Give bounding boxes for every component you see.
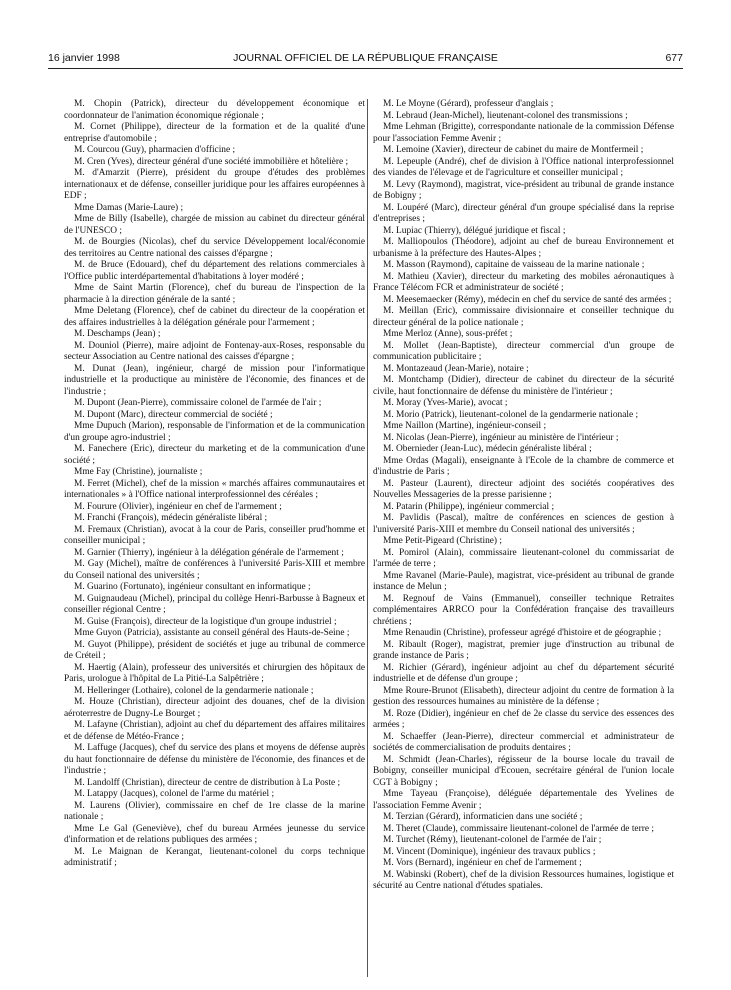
appointee-entry: Mme Roure-Brunot (Elisabeth), directeur adjoint du centre de formation à la gestion des ressources humaines au ministère de la défense ;	[373, 685, 674, 707]
appointee-entry: Mme Merloz (Anne), sous-préfet ;	[383, 329, 513, 339]
appointee-entry: M. Haertig (Alain), professeur des universités et chirurgien des hôpitaux de Paris, urologue à l'hôpital de La Pitié-La Salpêtrière ;	[64, 662, 365, 684]
appointee-entry: M. Guyot (Philippe), président de sociétés et juge au tribunal de commerce de Créteil ;	[64, 639, 365, 661]
appointee-entry: M. d'Amarzit (Pierre), président du groupe d'études des problèmes internationaux et de défense, conseiller juridique pour les affaires européennes à EDF ;	[64, 168, 366, 201]
appointee-entry: M. Pavlidis (Pascal), maître de conférences en sciences de gestion à l'université Paris-XIII et membre du Conseil national des universités ;	[373, 513, 674, 535]
appointee-entry: Mme Ordas (Magali), enseignante à l'Ecole de la chambre de commerce et d'industrie de Paris ;	[373, 455, 674, 477]
appointee-entry: M. Theret (Claude), commissaire lieutenant-colonel de l'armée de terre ;	[383, 823, 654, 834]
appointee-entry: M. Ribault (Roger), magistrat, premier juge d'instruction au tribunal de grande instance de Paris ;	[373, 639, 674, 661]
journal-title: JOURNAL OFFICIEL DE LA RÉPUBLIQUE FRANÇAISE	[233, 52, 498, 64]
appointee-entry: M. de Bourgies (Nicolas), chef du service Développement local/économie des territoires au Centre national des caisses d'épargne ;	[64, 237, 365, 259]
header-date: 16 janvier 1998	[48, 52, 120, 64]
appointee-entry: M. Laurens (Olivier), commissaire en chef de 1re classe de la marine nationale ;	[64, 800, 365, 822]
appointee-entry: M. Dupont (Marc), directeur commercial de société ;	[74, 409, 273, 420]
appointee-entry: Mme Dupuch (Marion), responsable de l'information et de la communication d'un groupe agro-industriel ;	[64, 421, 365, 443]
appointee-entry: Mme Ravanel (Marie-Paule), magistrat, vice-président au tribunal de grande instance de Melun ;	[373, 570, 674, 592]
appointee-entry: M. Garnier (Thierry), ingénieur à la délégation générale de l'armement ;	[74, 547, 344, 558]
appointee-entry: Mme Lehman (Brigitte), correspondante nationale de la commission Défense pour l'association Femme Avenir ;	[373, 122, 674, 144]
page-number: 677	[665, 52, 683, 64]
appointee-entry: M. Loupéré (Marc), directeur général d'un groupe spécialisé dans la reprise d'entreprises ;	[373, 202, 674, 224]
appointee-entry: M. Guarino (Fortunato), ingénieur consultant en informatique ;	[74, 582, 311, 592]
appointee-entry: M. Chopin (Patrick), directeur du développement économique et coordonnateur de l'animation économique régionale ;	[64, 99, 365, 121]
appointee-entry: M. Lupiac (Thierry), délégué juridique et fiscal ;	[383, 225, 566, 236]
appointee-entry: M. Masson (Raymond), capitaine de vaisseau de la marine nationale ;	[383, 260, 645, 270]
appointee-entry: M. Lafayne (Christian), adjoint au chef du département des affaires militaires et de défense de Météo-France ;	[64, 720, 365, 742]
appointee-entry: M. Schmidt (Jean-Charles), régisseur de la bourse locale du travail de Bobigny, conseiller municipal d'Ecouen, secrétaire général de l'union locale CGT à Bobigny ;	[373, 754, 674, 788]
header-rule	[48, 68, 683, 69]
appointee-entry: M. Vincent (Dominique), ingénieur des travaux publics ;	[383, 846, 596, 857]
appointee-entry: M. Malliopoulos (Théodore), adjoint au chef de bureau Environnement et urbanisme à la préfecture des Hautes-Alpes ;	[373, 237, 674, 259]
appointee-entry: M. Moray (Yves-Marie), avocat ;	[383, 398, 508, 408]
appointee-entry: M. Le Moyne (Gérard), professeur d'anglais ;	[383, 99, 554, 109]
appointee-entry: Mme Deletang (Florence), chef de cabinet du directeur de la coopération et des affaires industrielles à la délégation générale pour l'armement ;	[64, 306, 365, 328]
appointee-entry: Mme Damas (Marie-Laure) ;	[74, 202, 184, 213]
appointee-entry: Mme Fay (Christine), journaliste ;	[74, 467, 203, 477]
appointee-entry: M. Patarin (Philippe), ingénieur commercial ;	[383, 501, 555, 512]
appointee-entry: M. Wabinski (Robert), chef de la division Ressources humaines, logistique et sécurité au Centre national d'études spatiales.	[373, 869, 674, 891]
appointee-entry: M. Douniol (Pierre), maire adjoint de Fontenay-aux-Roses, responsable du secteur Association au Centre national des caisses d'épargne ;	[64, 340, 365, 362]
appointee-entry: M. Lebraud (Jean-Michel), lieutenant-colonel des transmissions ;	[383, 110, 628, 121]
appointee-entry: M. Le Maignan de Kerangat, lieutenant-colonel du corps technique administratif ;	[64, 846, 365, 868]
appointee-entry: M. Montazeaud (Jean-Marie), notaire ;	[383, 363, 529, 374]
appointee-entry: Mme Guyon (Patricia), assistante au conseil général des Hauts-de-Seine ;	[74, 628, 350, 638]
appointee-entry: M. Lemoine (Xavier), directeur de cabinet du maire de Montfermeil ;	[383, 145, 644, 155]
appointee-entry: Mme de Saint Martin (Florence), chef du bureau de l'inspection de la pharmacie à la direction générale de la santé ;	[64, 283, 365, 305]
appointee-entry: M. Latappy (Jacques), colonel de l'arme du matériel ;	[74, 789, 275, 799]
appointee-entry: M. Landolff (Christian), directeur de centre de distribution à La Poste ;	[74, 777, 341, 788]
appointee-entry: M. Dunat (Jean), ingénieur, chargé de mission pour l'informatique industrielle et la productique au ministère de l'économie, des finances et de l'industrie ;	[64, 363, 365, 397]
appointee-entry: M. Richier (Gérard), ingénieur adjoint au chef du département sécurité industrielle et de défense d'un groupe ;	[373, 662, 674, 684]
appointee-entry: M. Helleringer (Lothaire), colonel de la gendarmerie nationale ;	[74, 685, 314, 696]
appointee-entry: M. Courcou (Guy), pharmacien d'officine ;	[74, 145, 236, 155]
appointee-entry: Mme Petit-Pigeard (Christine) ;	[383, 536, 502, 546]
appointee-entry: M. Fremaux (Christian), avocat à la cour de Paris, conseiller prud'homme et conseiller municipal ;	[64, 524, 365, 546]
appointee-entry: M. Dupont (Jean-Pierre), commissaire colonel de l'armée de l'air ;	[74, 398, 322, 408]
appointee-entry: M. Laffuge (Jacques), chef du service des plans et moyens de défense auprès du haut fonctionnaire de défense du ministère de l'économie, des finances et de l'industrie ;	[64, 743, 365, 776]
right-column	[373, 99, 674, 893]
appointee-entry: Mme Renaudin (Christine), professeur agrégé d'histoire et de géographie ;	[383, 628, 662, 638]
appointee-entry: M. Morio (Patrick), lieutenant-colonel de la gendarmerie nationale ;	[383, 409, 639, 420]
appointee-entry: Mme Naillon (Martine), ingénieur-conseil ;	[383, 421, 547, 431]
appointee-entry: M. Nicolas (Jean-Pierre), ingénieur au ministère de l'intérieur ;	[383, 432, 619, 443]
appointee-entry: Mme de Billy (Isabelle), chargée de mission au cabinet du directeur général de l'UNESCO ;	[64, 214, 365, 236]
appointee-entry: M. Mollet (Jean-Baptiste), directeur commercial d'un groupe de communication publicitaire ;	[373, 340, 674, 362]
appointee-entry: M. Pomirol (Alain), commissaire lieutenant-colonel du commissariat de l'armée de terre ;	[373, 547, 674, 569]
appointee-entry: M. Vors (Bernard), ingénieur en chef de l'armement ;	[383, 858, 582, 868]
appointee-entry: M. Pasteur (Laurent), directeur adjoint des sociétés coopératives des Nouvelles Messageries de la presse parisienne ;	[373, 478, 674, 500]
appointee-entry: M. Regnouf de Vains (Emmanuel), conseiller technique Retraites complémentaires ARRCO pour la Confédération française des travailleurs chrétiens ;	[373, 593, 674, 627]
appointee-entry: M. Franchi (François), médecin généraliste libéral ;	[74, 513, 268, 523]
appointee-entry: M. Gay (Michel), maître de conférences à l'université Paris-XIII et membre du Conseil national des universités ;	[64, 559, 365, 581]
appointee-entry: M. de Bruce (Edouard), chef du département des relations commerciales à l'Office public interdépartemental d'habitations à loyer modéré ;	[64, 260, 365, 282]
appointee-entry: M. Meesemaecker (Rémy), médecin en chef du service de santé des armées ;	[383, 294, 672, 305]
appointee-entry: M. Schaeffer (Jean-Pierre), directeur commercial et administrateur de sociétés de commercialisation de produits dentaires ;	[373, 731, 674, 753]
appointee-entry: M. Fourure (Olivier), ingénieur en chef de l'armement ;	[74, 501, 282, 512]
appointee-entry: M. Levy (Raymond), magistrat, vice-président au tribunal de grande instance de Bobigny ;	[373, 179, 674, 201]
appointee-entry: M. Terzian (Gérard), informaticien dans une société ;	[383, 812, 583, 822]
appointee-entry: M. Montchamp (Didier), directeur de cabinet du directeur de la sécurité civile, haut fonctionnaire de défense du ministère de l'intérieur ;	[373, 375, 674, 397]
column-divider	[367, 99, 368, 977]
page-header	[48, 50, 683, 66]
appointee-entry: M. Deschamps (Jean) ;	[74, 329, 161, 339]
appointee-entry: M. Mathieu (Xavier), directeur du marketing des mobiles aéronautiques à France Télécom FCR et administrateur de société ;	[373, 271, 674, 293]
appointee-entry: M. Lepeuple (André), chef de division à l'Office national interprofessionnel des viandes de l'élevage et de l'agriculture et conseiller municipal ;	[373, 156, 674, 178]
appointee-entry: Mme Le Gal (Geneviève), chef du bureau Armées jeunesse du service d'information et de relations publiques des armées ;	[64, 823, 365, 845]
appointee-entry: M. Houze (Christian), directeur adjoint des douanes, chef de la division aéroterrestre de Dugny-Le Bourget ;	[64, 697, 365, 719]
appointee-entry: M. Meillan (Eric), commissaire divisionnaire et conseiller technique du directeur général de la police nationale ;	[373, 306, 674, 328]
appointee-entry: M. Fanechere (Eric), directeur du marketing et de la communication d'une société ;	[64, 444, 365, 466]
appointee-entry: M. Ferret (Michel), chef de la mission « marchés affaires communautaires et internationales » à l'Office national interprofessionnel des céréales ;	[64, 478, 365, 500]
appointee-entry: M. Turchet (Rémy), lieutenant-colonel de l'armée de l'air ;	[383, 835, 602, 845]
appointee-entry: M. Obernieder (Jean-Luc), médecin généraliste libéral ;	[383, 444, 592, 454]
left-column	[64, 99, 365, 870]
appointee-entry: M. Cren (Yves), directeur général d'une société immobilière et hôtelière ;	[74, 156, 349, 167]
appointee-entry: M. Guise (François), directeur de la logistique d'un groupe industriel ;	[74, 616, 337, 627]
appointee-entry: M. Cornet (Philippe), directeur de la formation et de la qualité d'une entreprise d'automobile ;	[64, 122, 365, 144]
appointee-entry: Mme Tayeau (Françoise), déléguée départementale des Yvelines de l'association Femme Avenir ;	[373, 789, 674, 811]
appointee-entry: M. Roze (Didier), ingénieur en chef de 2e classe du service des essences des armées ;	[373, 708, 674, 730]
appointee-entry: M. Guignaudeau (Michel), principal du collège Henri-Barbusse à Bagneux et conseiller régional Centre ;	[64, 593, 365, 615]
